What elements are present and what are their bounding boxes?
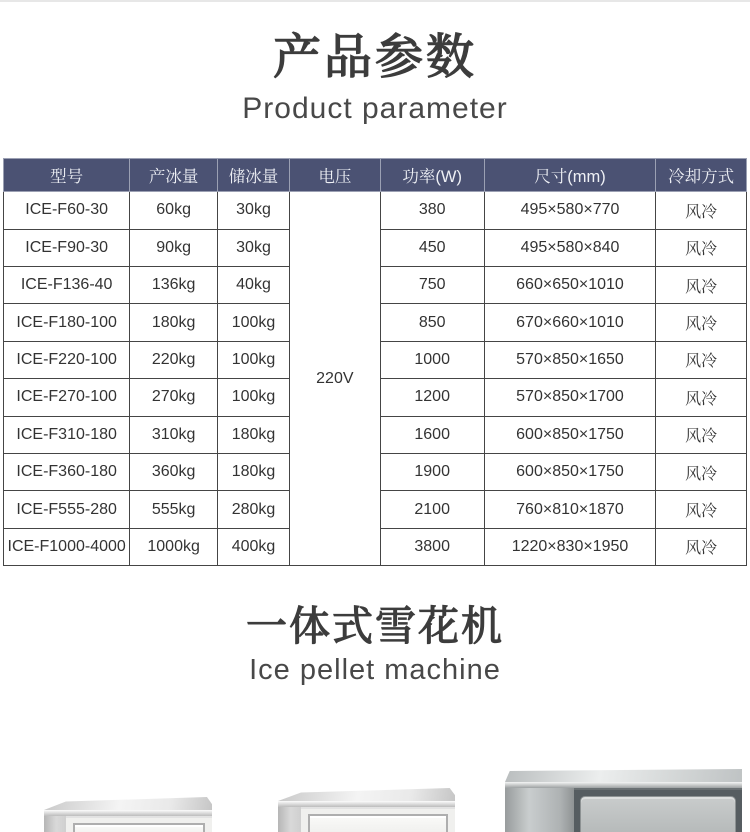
cooling-cell: 风冷 [656,304,747,341]
dimensions-cell: 600×850×1750 [484,453,656,490]
power-cell: 1600 [380,416,484,453]
page-title-en: Product parameter [242,92,508,126]
machine-image-right [505,769,742,832]
model-cell: ICE-F360-180 [4,453,130,490]
model-cell: ICE-F270-100 [4,379,130,416]
cooling-cell: 风冷 [656,453,747,490]
storage-cell: 30kg [217,229,289,266]
storage-cell: 30kg [217,192,289,229]
model-cell: ICE-F90-30 [4,229,130,266]
production-cell: 270kg [130,379,218,416]
section1-header [0,0,750,125]
table-header-row [4,159,747,192]
machine-door [308,814,448,832]
dimensions-cell: 495×580×770 [484,192,656,229]
cooling-cell: 风冷 [656,379,747,416]
machine-lid [278,788,455,801]
storage-cell: 100kg [217,304,289,341]
power-cell: 1000 [380,341,484,378]
machine-body [278,807,455,832]
dimensions-cell: 1220×830×1950 [484,528,656,565]
col-header-model: 型号 [4,159,130,192]
section2-title-en: Ice pellet machine [249,654,501,687]
machine-image-middle [278,788,455,832]
storage-cell: 100kg [217,379,289,416]
cooling-cell: 风冷 [656,266,747,303]
storage-cell: 180kg [217,453,289,490]
col-header-production: 产冰量 [130,159,218,192]
power-cell: 2100 [380,491,484,528]
table-row [4,192,747,229]
machine-side-panel [505,788,574,832]
machine-front-panel [301,807,455,832]
power-cell: 1900 [380,453,484,490]
storage-cell: 40kg [217,266,289,303]
machine-side-panel [44,816,66,832]
cooling-cell: 风冷 [656,416,747,453]
storage-cell: 280kg [217,491,289,528]
storage-cell: 400kg [217,528,289,565]
machine-body [505,788,742,832]
power-cell: 850 [380,304,484,341]
production-cell: 1000kg [130,528,218,565]
production-cell: 220kg [130,341,218,378]
model-cell: ICE-F180-100 [4,304,130,341]
col-header-storage: 储冰量 [217,159,289,192]
top-divider [0,0,750,2]
machine-door [73,823,205,832]
power-cell: 450 [380,229,484,266]
section2-title-cn: 一体式雪花机 [246,602,504,651]
cooling-cell: 风冷 [656,341,747,378]
voltage-merged-cell: 220V [290,192,381,566]
model-cell: ICE-F1000-4000 [4,528,130,565]
production-cell: 180kg [130,304,218,341]
power-cell: 1200 [380,379,484,416]
col-header-dimensions: 尺寸(mm) [484,159,656,192]
col-header-power: 功率(W) [380,159,484,192]
model-cell: ICE-F310-180 [4,416,130,453]
machine-door [580,796,736,832]
machine-lid [44,797,212,810]
power-cell: 3800 [380,528,484,565]
col-header-voltage: 电压 [290,159,381,192]
storage-cell: 100kg [217,341,289,378]
machine-image-left [44,797,212,832]
dimensions-cell: 760×810×1870 [484,491,656,528]
model-cell: ICE-F220-100 [4,341,130,378]
machine-body [44,816,212,832]
production-cell: 360kg [130,453,218,490]
cooling-cell: 风冷 [656,192,747,229]
machine-front-panel [66,816,212,832]
storage-cell: 180kg [217,416,289,453]
dimensions-cell: 570×850×1700 [484,379,656,416]
production-cell: 136kg [130,266,218,303]
col-header-cooling: 冷却方式 [656,159,747,192]
model-cell: ICE-F555-280 [4,491,130,528]
cooling-cell: 风冷 [656,491,747,528]
dimensions-cell: 495×580×840 [484,229,656,266]
power-cell: 750 [380,266,484,303]
cooling-cell: 风冷 [656,229,747,266]
dimensions-cell: 600×850×1750 [484,416,656,453]
production-cell: 555kg [130,491,218,528]
production-cell: 310kg [130,416,218,453]
cooling-cell: 风冷 [656,528,747,565]
dimensions-cell: 570×850×1650 [484,341,656,378]
production-cell: 60kg [130,192,218,229]
model-cell: ICE-F136-40 [4,266,130,303]
machine-side-panel [278,807,301,832]
power-cell: 380 [380,192,484,229]
dimensions-cell: 670×660×1010 [484,304,656,341]
production-cell: 90kg [130,229,218,266]
section2-header [0,603,750,687]
product-parameter-table [3,158,747,566]
page-title-cn: 产品参数 [272,29,477,85]
model-cell: ICE-F60-30 [4,192,130,229]
machine-lid [505,769,742,782]
machine-front-panel [574,788,742,832]
dimensions-cell: 660×650×1010 [484,266,656,303]
